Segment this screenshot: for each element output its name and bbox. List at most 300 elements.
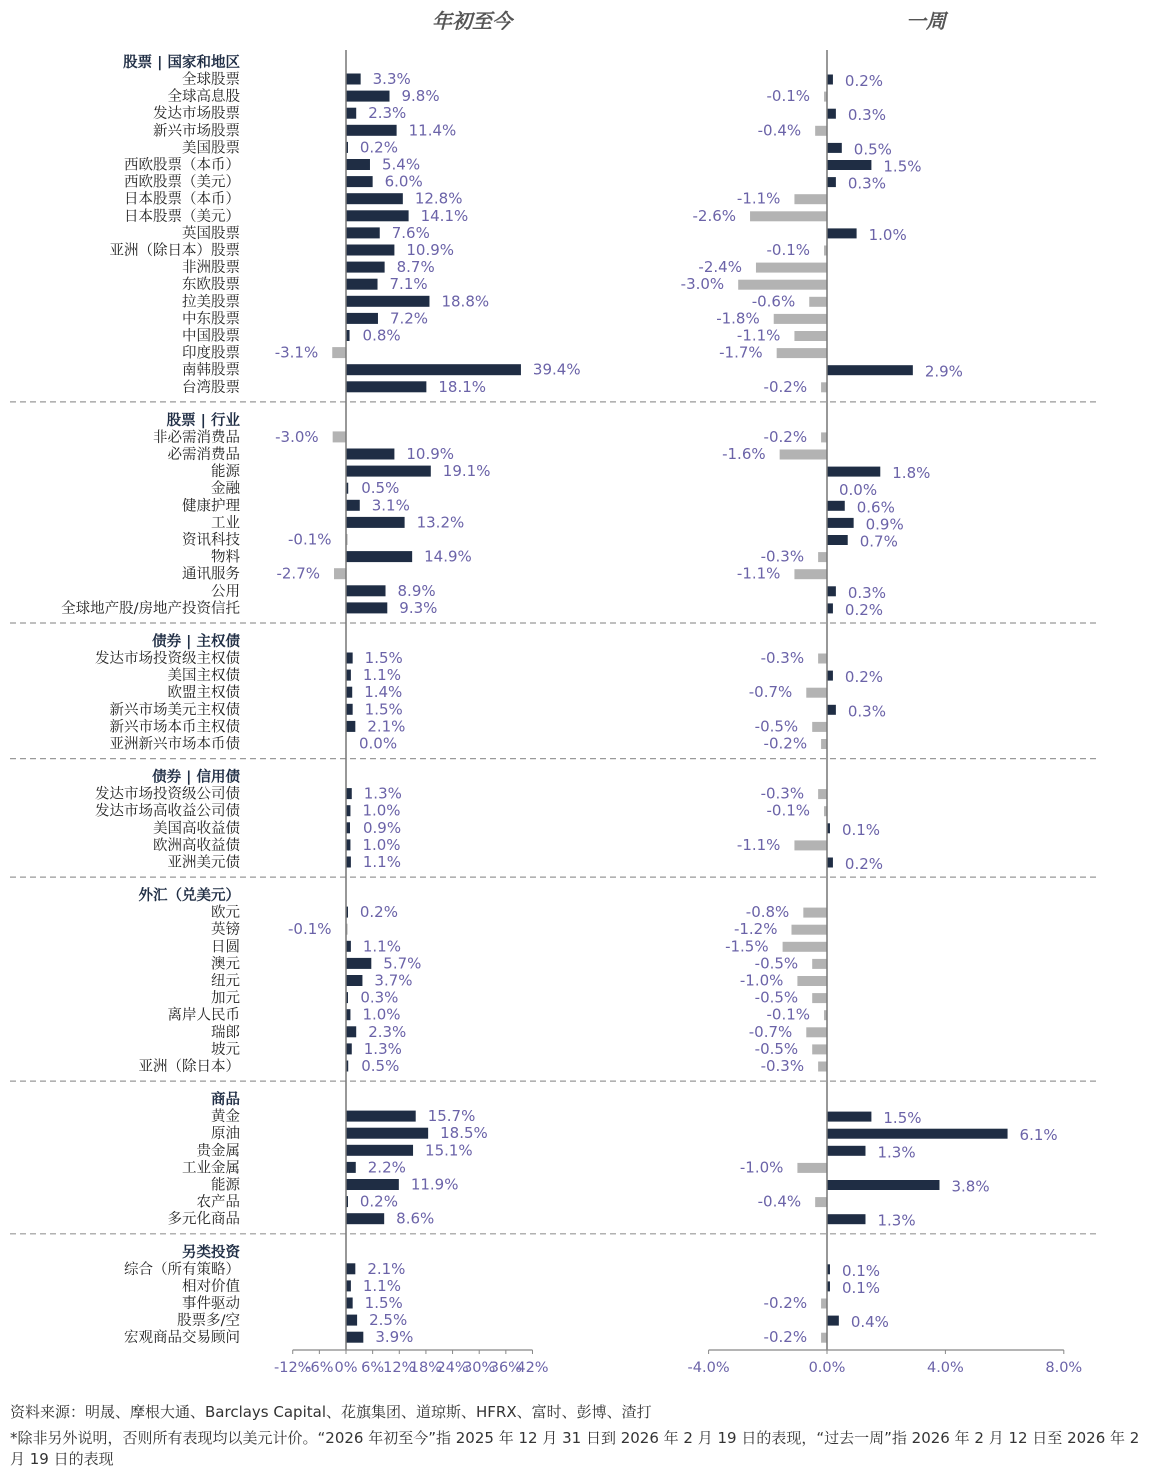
ytd-value-label: 1.1%	[362, 853, 401, 871]
row-label: 原油	[211, 1126, 240, 1143]
row-label: 日本股票（美元）	[124, 208, 240, 225]
week-tick-label: 4.0%	[926, 1360, 964, 1376]
row-label: 亚洲（除日本）	[138, 1059, 240, 1075]
ytd-value-label: 9.8%	[401, 87, 440, 106]
ytd-value-label: 14.9%	[424, 547, 472, 566]
week-value-label: 0.3%	[847, 583, 886, 602]
week-value-label: -0.8%	[745, 903, 790, 922]
ytd-value-label: 7.6%	[391, 223, 430, 242]
week-tick-label: -4.0%	[687, 1360, 730, 1376]
ytd-value-label: 0.9%	[362, 818, 402, 837]
ytd-bar	[346, 653, 353, 664]
row-label: 中东股票	[182, 311, 240, 328]
week-bar	[827, 705, 836, 715]
ytd-value-label: 7.2%	[389, 309, 429, 328]
week-value-label: -0.7%	[748, 683, 793, 702]
row-label: 全球高息股	[167, 89, 240, 106]
row-label: 亚洲美元债	[167, 855, 240, 871]
row-label: 加元	[211, 990, 240, 1007]
week-value-label: 3.8%	[951, 1177, 990, 1196]
ytd-bar	[346, 958, 371, 969]
ytd-value-label: 1.5%	[364, 1294, 403, 1312]
ytd-bar	[346, 74, 361, 85]
week-bar	[821, 1299, 827, 1309]
week-value-label: 2.9%	[924, 362, 963, 381]
week-bar	[815, 126, 827, 136]
week-bar	[818, 1062, 827, 1072]
ytd-tick-label: 24%	[436, 1360, 469, 1376]
row-label: 拉美股票	[182, 294, 240, 311]
ytd-value-label: 3.3%	[372, 70, 411, 88]
week-value-label: 1.5%	[883, 157, 922, 176]
row-label: 东欧股票	[182, 277, 240, 294]
row-label: 全球地产股/房地产投资信托	[61, 600, 240, 617]
group-header: 商品	[211, 1092, 240, 1109]
ytd-tick-label: -12%	[273, 1360, 312, 1376]
ytd-value-label: 2.2%	[367, 1158, 406, 1177]
ytd-value-label: 6.0%	[384, 172, 423, 191]
row-label: 工业	[211, 515, 240, 532]
week-bar	[783, 942, 827, 952]
ytd-bar	[346, 449, 394, 460]
ytd-value-label: 1.1%	[362, 1276, 401, 1295]
week-value-label: -0.1%	[766, 241, 811, 259]
ytd-bar	[346, 1128, 428, 1139]
row-label: 能源	[211, 464, 240, 481]
week-value-label: -0.3%	[760, 649, 805, 667]
ytd-value-label: 3.9%	[375, 1328, 414, 1347]
week-value-label: -1.1%	[736, 564, 781, 583]
ytd-bar	[346, 176, 373, 187]
row-label: 工业金属	[182, 1160, 240, 1177]
ytd-value-label: 1.5%	[364, 649, 403, 667]
week-value-label: -0.2%	[763, 1294, 808, 1312]
week-value-label: -0.6%	[751, 292, 796, 311]
ytd-bar	[346, 296, 429, 307]
group-header: 债券 | 主权债	[152, 634, 240, 650]
row-label: 相对价值	[182, 1278, 240, 1295]
ytd-tick-label: 12%	[383, 1360, 416, 1376]
ytd-tick-label: 18%	[409, 1360, 443, 1376]
ytd-value-label: 1.4%	[364, 683, 403, 702]
week-bar	[791, 925, 827, 935]
ytd-value-label: -2.7%	[276, 564, 321, 583]
week-value-label: -0.3%	[760, 547, 805, 566]
ytd-bar	[346, 687, 352, 698]
week-bar	[806, 688, 827, 698]
ytd-value-label: 0.2%	[359, 903, 398, 922]
week-bar	[827, 1146, 865, 1156]
ytd-value-label: 1.1%	[362, 937, 401, 956]
week-bar	[821, 432, 827, 442]
ytd-value-label: 3.1%	[371, 496, 410, 515]
row-label: 印度股票	[182, 345, 240, 362]
ytd-value-label: 13.2%	[416, 513, 465, 532]
row-label: 全球股票	[182, 72, 240, 88]
ytd-value-label: 1.0%	[362, 835, 401, 854]
week-value-label: -1.1%	[736, 835, 781, 854]
ytd-bar	[346, 159, 370, 170]
week-bar	[827, 1214, 865, 1224]
ytd-bar	[346, 193, 403, 204]
row-label: 非必需消费品	[153, 429, 240, 446]
row-label: 非洲股票	[182, 260, 240, 277]
ytd-bar	[346, 125, 397, 136]
week-bar	[821, 382, 827, 392]
week-bar	[794, 331, 827, 341]
ytd-value-label: 0.8%	[362, 326, 401, 345]
week-value-label: 0.1%	[841, 1278, 881, 1297]
ytd-bar	[346, 500, 360, 511]
ytd-bar	[346, 551, 412, 562]
week-tick-label: 8.0%	[1045, 1360, 1083, 1376]
ytd-value-label: 2.5%	[369, 1311, 408, 1330]
week-value-label: 0.4%	[850, 1313, 889, 1332]
ytd-bar	[346, 1332, 363, 1343]
week-value-label: -0.7%	[748, 1022, 793, 1041]
row-label: 贵金属	[196, 1143, 240, 1160]
row-label: 事件驱动	[182, 1296, 240, 1312]
ytd-bar	[346, 721, 355, 732]
ytd-value-label: 0.0%	[359, 734, 398, 753]
ytd-tick-label: 30%	[463, 1360, 496, 1376]
ytd-bar	[346, 788, 352, 799]
row-label: 新兴市场本币主权债	[109, 719, 240, 736]
row-label: 西欧股票（本币）	[124, 157, 240, 174]
ytd-bar	[346, 1111, 416, 1122]
ytd-bar	[346, 1315, 357, 1326]
ytd-panel-title: 年初至今	[432, 9, 512, 33]
group-header: 债券 | 信用债	[152, 769, 240, 786]
week-value-label: 1.3%	[877, 1211, 916, 1230]
row-label: 欧盟主权债	[167, 685, 240, 702]
week-bar	[827, 160, 871, 170]
week-value-label: 0.7%	[859, 532, 898, 551]
row-label: 宏观商品交易顾问	[124, 1330, 240, 1347]
ytd-bar	[346, 279, 378, 290]
row-label: 纽元	[211, 973, 240, 990]
ytd-value-label: 8.6%	[396, 1209, 435, 1228]
row-label: 新兴市场美元主权债	[109, 702, 240, 719]
ytd-bar	[346, 313, 378, 324]
week-value-label: -0.3%	[760, 1057, 805, 1075]
ytd-value-label: 15.7%	[427, 1107, 476, 1126]
row-label: 离岸人民币	[167, 1007, 240, 1024]
week-value-label: 0.2%	[844, 668, 884, 687]
week-value-label: -0.3%	[760, 784, 805, 803]
week-bar	[827, 1180, 939, 1190]
ytd-bar	[346, 364, 521, 375]
source-note: 资料来源：明晟、摩根大通、Barclays Capital、花旗集团、道琼斯、HFRX、富时、彭博、渣打	[10, 1403, 652, 1421]
ytd-bar	[346, 585, 386, 596]
ytd-value-label: 0.5%	[361, 1057, 400, 1075]
ytd-bar	[346, 466, 431, 477]
ytd-bar	[346, 1043, 352, 1054]
week-bar	[827, 501, 845, 511]
week-value-label: 0.2%	[844, 855, 884, 873]
ytd-bar	[333, 431, 346, 442]
row-label: 发达市场高收益公司债	[95, 803, 240, 820]
ytd-value-label: 18.8%	[441, 292, 490, 311]
week-bar	[777, 348, 827, 358]
week-value-label: -1.6%	[722, 445, 766, 463]
row-label: 黄金	[211, 1109, 240, 1126]
ytd-bar	[346, 704, 353, 715]
week-value-label: -0.2%	[763, 427, 808, 446]
ytd-value-label: 7.1%	[389, 275, 428, 294]
week-value-label: 0.6%	[856, 498, 895, 517]
week-bar	[827, 365, 913, 375]
week-bar	[780, 450, 827, 460]
week-bar	[756, 263, 827, 273]
ytd-value-label: 0.5%	[361, 479, 400, 498]
week-value-label: 0.5%	[853, 140, 892, 159]
ytd-tick-label: 42%	[516, 1360, 549, 1376]
week-value-label: -0.5%	[754, 954, 799, 973]
ytd-value-label: -0.1%	[288, 920, 332, 939]
week-panel-title: 一周	[906, 9, 946, 33]
ytd-value-label: 1.1%	[362, 666, 401, 685]
row-label: 美国高收益债	[153, 820, 240, 837]
row-label: 亚洲新兴市场本币债	[109, 736, 240, 753]
week-bar	[827, 143, 842, 153]
ytd-bar	[346, 1298, 353, 1309]
ytd-bar	[346, 1162, 356, 1173]
week-bar	[827, 109, 836, 119]
ytd-value-label: 15.1%	[425, 1141, 473, 1160]
week-value-label: -0.1%	[766, 801, 811, 820]
week-value-label: -2.6%	[692, 206, 737, 225]
ytd-value-label: 1.3%	[363, 784, 402, 803]
ytd-bar	[334, 568, 346, 579]
ytd-bar	[346, 1213, 384, 1224]
ytd-bar	[332, 347, 346, 358]
week-value-label: 0.2%	[844, 600, 884, 619]
week-bar	[803, 908, 827, 918]
week-value-label: 1.3%	[877, 1143, 916, 1162]
week-bar	[827, 535, 848, 545]
ytd-value-label: -3.0%	[275, 427, 319, 446]
week-bar	[827, 603, 833, 613]
week-value-label: -1.1%	[736, 189, 781, 208]
row-label: 台湾股票	[182, 379, 240, 396]
ytd-tick-label: 36%	[489, 1360, 522, 1376]
week-value-label: -1.5%	[725, 937, 769, 956]
ytd-value-label: 1.0%	[362, 801, 401, 820]
row-label: 澳元	[211, 956, 240, 973]
ytd-value-label: 12.8%	[414, 189, 463, 208]
week-value-label: -2.4%	[698, 258, 742, 277]
week-bar	[821, 1333, 827, 1343]
week-bar	[812, 1044, 827, 1054]
ytd-value-label: 2.1%	[367, 717, 406, 736]
group-header: 另类投资	[182, 1244, 240, 1261]
week-value-label: -1.1%	[736, 326, 781, 345]
ytd-value-label: 3.7%	[374, 971, 413, 990]
ytd-value-label: 1.5%	[364, 700, 403, 719]
row-label: 综合（所有策略）	[124, 1261, 240, 1278]
week-bar	[827, 228, 857, 238]
row-label: 英国股票	[182, 225, 240, 242]
row-label: 股票多/空	[177, 1313, 240, 1330]
week-value-label: -0.4%	[757, 121, 802, 140]
week-value-label: 0.3%	[847, 106, 886, 125]
ytd-bar	[346, 108, 356, 119]
row-label: 能源	[211, 1177, 240, 1194]
ytd-value-label: 18.5%	[440, 1124, 488, 1143]
group-header: 股票 | 行业	[166, 412, 240, 429]
row-label: 资讯科技	[182, 532, 240, 549]
ytd-value-label: 1.0%	[362, 1005, 401, 1024]
week-bar	[794, 569, 827, 579]
ytd-value-label: 5.7%	[383, 954, 422, 973]
week-bar	[806, 1027, 827, 1037]
ytd-bar	[346, 262, 385, 273]
week-value-label: 0.3%	[847, 174, 886, 193]
week-bar	[827, 671, 833, 681]
row-label: 英镑	[211, 922, 240, 939]
week-value-label: 0.9%	[865, 515, 904, 534]
ytd-value-label: 2.1%	[367, 1259, 406, 1278]
row-label: 欧元	[211, 905, 240, 922]
ytd-bar	[346, 91, 390, 102]
week-bar	[738, 280, 827, 290]
footnote-text: *除非另外说明，否则所有表现均以美元计价。“2026 年初至今”指 2025 年 12 月 31 日到 2026 年 2 月 19 日的表现，“过去一周”指 2026 年 2 月 12 日至 2026 年 2 月 19 日的表现	[10, 1429, 1140, 1468]
group-header: 股票 | 国家和地区	[123, 55, 240, 71]
week-value-label: 6.1%	[1019, 1126, 1058, 1145]
row-label: 健康护理	[182, 498, 240, 515]
row-label: 发达市场股票	[153, 106, 240, 123]
week-value-label: 1.5%	[883, 1109, 922, 1128]
week-value-label: 0.1%	[841, 820, 881, 839]
ytd-value-label: 2.3%	[368, 104, 407, 123]
week-bar	[821, 739, 827, 749]
week-bar	[827, 858, 833, 868]
row-label: 中国股票	[182, 328, 240, 345]
ytd-value-label: 19.1%	[442, 462, 491, 481]
week-bar	[818, 552, 827, 562]
row-label: 必需消费品	[167, 447, 240, 463]
ytd-bar	[346, 1179, 399, 1190]
week-value-label: -0.2%	[763, 1328, 808, 1347]
ytd-value-label: 9.3%	[399, 598, 438, 617]
ytd-value-label: 2.3%	[368, 1022, 407, 1041]
week-value-label: 1.0%	[868, 225, 907, 244]
row-label: 美国股票	[182, 140, 240, 157]
week-bar	[815, 1197, 827, 1207]
week-value-label: -1.7%	[719, 343, 763, 362]
ytd-value-label: -3.1%	[274, 343, 319, 362]
week-value-label: -0.1%	[766, 87, 811, 106]
week-value-label: 0.1%	[841, 1261, 881, 1280]
ytd-bar	[346, 245, 394, 256]
ytd-value-label: 11.9%	[410, 1175, 459, 1194]
row-label: 物料	[211, 549, 240, 566]
ytd-bar	[346, 1145, 413, 1156]
ytd-value-label: 8.7%	[396, 258, 435, 277]
ytd-value-label: 10.9%	[406, 241, 455, 259]
week-bar	[818, 789, 827, 799]
row-label: 多元化商品	[167, 1211, 240, 1228]
week-bar	[794, 194, 827, 204]
ytd-value-label: 0.3%	[360, 988, 399, 1007]
week-bar	[794, 840, 827, 850]
week-bar	[827, 518, 854, 528]
week-bar	[812, 722, 827, 732]
row-label: 南韩股票	[182, 362, 240, 379]
ytd-value-label: -0.1%	[288, 530, 332, 549]
week-bar	[827, 1129, 1008, 1139]
ytd-value-label: 8.9%	[397, 581, 436, 600]
week-tick-label: 0.0%	[808, 1360, 846, 1376]
row-label: 金融	[211, 481, 240, 498]
week-bar	[812, 959, 827, 969]
week-value-label: -1.0%	[739, 1158, 784, 1177]
week-value-label: -0.5%	[754, 1039, 799, 1058]
row-label: 西欧股票（美元）	[124, 174, 240, 191]
week-value-label: 0.2%	[844, 72, 884, 90]
ytd-value-label: 0.2%	[359, 1192, 398, 1211]
week-value-label: 0.3%	[847, 702, 886, 721]
week-value-label: -1.8%	[716, 309, 760, 328]
ytd-bar	[346, 602, 387, 613]
ytd-value-label: 18.1%	[438, 377, 487, 396]
week-value-label: 0.0%	[839, 481, 878, 500]
ytd-value-label: 1.3%	[363, 1039, 402, 1058]
ytd-value-label: 5.4%	[381, 155, 421, 174]
week-bar	[827, 467, 880, 477]
week-value-label: -1.2%	[733, 920, 778, 939]
ytd-value-label: 0.2%	[359, 138, 398, 157]
week-bar	[818, 654, 827, 664]
week-bar	[797, 976, 827, 986]
row-label: 日本股票（本币）	[124, 191, 240, 208]
week-value-label: -0.2%	[763, 377, 808, 396]
ytd-bar	[346, 381, 426, 392]
ytd-value-label: 10.9%	[406, 445, 455, 463]
ytd-bar	[346, 227, 380, 238]
week-bar	[827, 586, 836, 596]
week-value-label: -3.0%	[680, 275, 725, 294]
ytd-tick-label: 0%	[334, 1360, 358, 1376]
week-bar	[750, 211, 827, 221]
week-bar	[774, 314, 827, 324]
ytd-value-label: 14.1%	[420, 206, 469, 225]
week-bar	[827, 177, 836, 187]
week-bar	[827, 1316, 839, 1326]
week-bar	[812, 993, 827, 1003]
row-label: 瑞郎	[211, 1024, 240, 1041]
ytd-value-label: 11.4%	[408, 121, 457, 140]
row-label: 坡元	[211, 1041, 240, 1058]
week-bar	[797, 1163, 827, 1173]
week-value-label: -0.5%	[754, 988, 799, 1007]
row-label: 公用	[211, 583, 240, 600]
week-value-label: 1.8%	[892, 464, 931, 483]
row-label: 农产品	[196, 1194, 240, 1211]
ytd-bar	[346, 975, 362, 986]
row-label: 发达市场投资级公司债	[95, 786, 240, 803]
ytd-bar	[346, 1026, 356, 1037]
week-value-label: -1.0%	[739, 971, 784, 990]
group-header: 外汇（兑美元）	[138, 888, 240, 905]
ytd-tick-label: 6%	[361, 1360, 385, 1376]
row-label: 通讯服务	[182, 566, 240, 583]
ytd-bar	[346, 210, 409, 221]
week-bar	[827, 75, 833, 85]
row-label: 新兴市场股票	[153, 123, 240, 140]
row-label: 美国主权债	[167, 668, 240, 685]
